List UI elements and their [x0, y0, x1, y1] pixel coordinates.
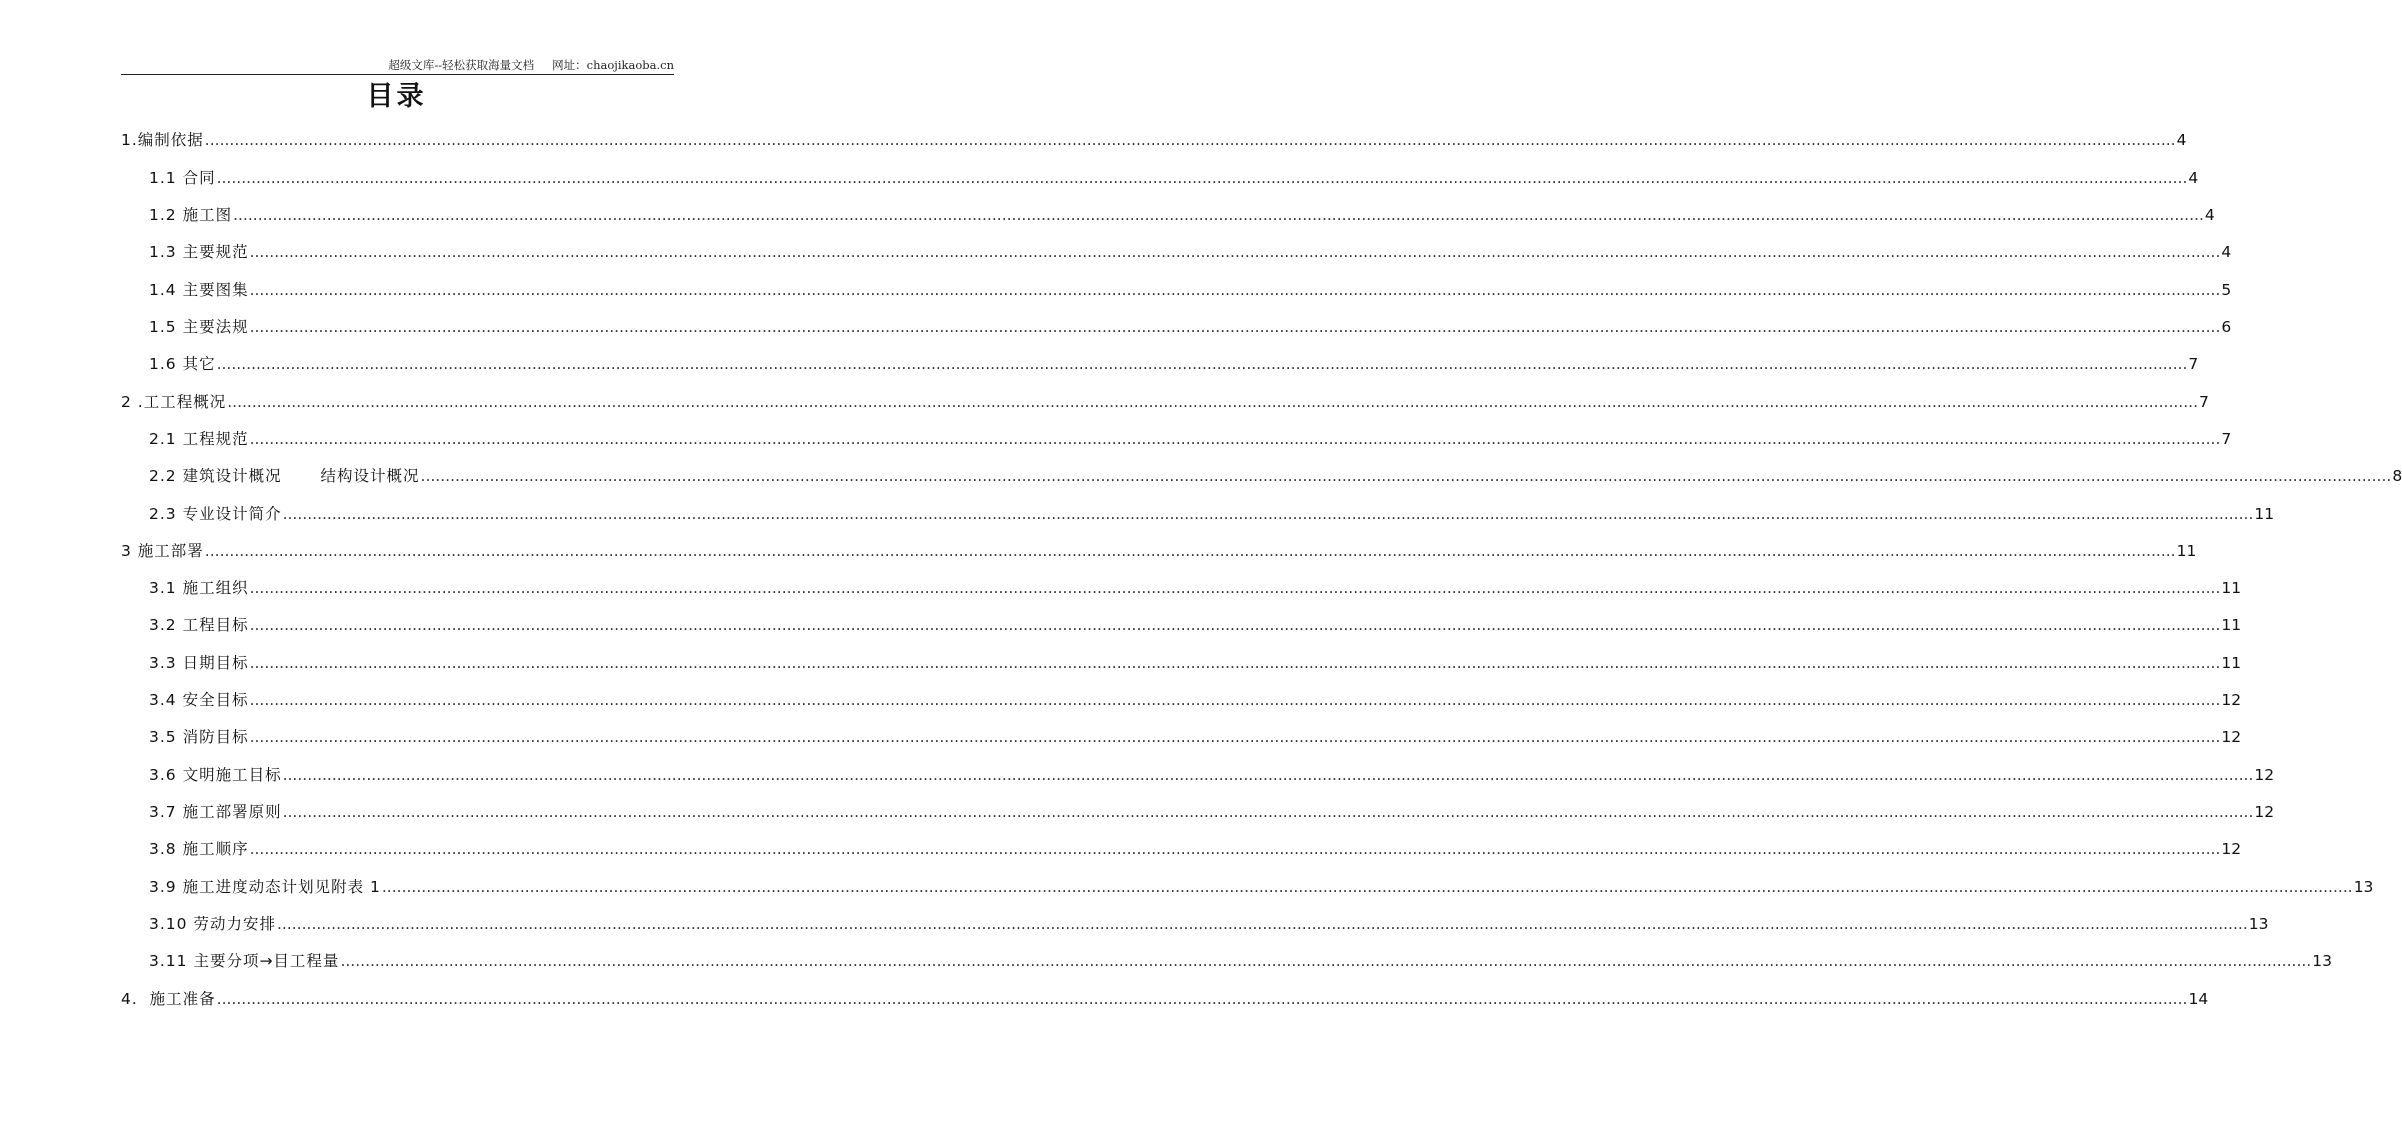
toc-entry-page: 12: [2221, 728, 2242, 746]
toc-entry[interactable]: [149, 464, 2402, 488]
toc-entry-label: 1.6 其它: [149, 355, 216, 373]
toc-entry-label: 3.7 施工部署原则: [149, 803, 282, 821]
toc-entry-page: 13: [2248, 915, 2269, 933]
toc-entry-page: 12: [2254, 766, 2275, 784]
toc-entry[interactable]: [121, 390, 2209, 414]
toc-entry-page: 11: [2221, 616, 2242, 634]
toc-entry-page: 13: [2312, 952, 2332, 970]
toc-entry[interactable]: [149, 688, 2242, 712]
toc-entry-page: 12: [2221, 691, 2242, 709]
toc-entry-page: 6: [2221, 318, 2232, 336]
toc-entry-label: 1.5 主要法规: [149, 318, 249, 336]
toc-entry-label: 3.4 安全目标: [149, 691, 249, 709]
toc-entry-label: 1.2 施工图: [149, 206, 233, 224]
toc-entry[interactable]: [121, 987, 2209, 1011]
header-text: [388, 57, 674, 73]
toc-entry-label: 4. 施工准备: [121, 990, 216, 1008]
toc-entry[interactable]: [149, 203, 2215, 227]
toc-dot-leader: ................................................................................................................................................................................................................................................................................................................................................................................................................: [381, 878, 2353, 896]
toc-entry-label: 1.编制依据: [121, 131, 204, 149]
toc-dot-leader: ................................................................................................................................................................................................................................................................................................................................................................................................................: [249, 281, 2221, 299]
toc-entry[interactable]: [149, 427, 2232, 451]
toc-dot-leader: ................................................................................................................................................................................................................................................................................................................................................................................................................: [249, 691, 2221, 709]
toc-dot-leader: ................................................................................................................................................................................................................................................................................................................................................................................................................: [227, 393, 2199, 411]
toc-entry-page: 11: [2221, 654, 2242, 672]
toc-entry-page: 7: [2221, 430, 2232, 448]
toc-entry[interactable]: [149, 949, 2332, 973]
toc-entry-label: 3.5 消防目标: [149, 728, 249, 746]
toc-dot-leader: ................................................................................................................................................................................................................................................................................................................................................................................................................: [249, 430, 2221, 448]
toc-entry-label: 3.6 文明施工目标: [149, 766, 282, 784]
toc-entry[interactable]: [149, 763, 2275, 787]
page-header: [121, 52, 674, 75]
toc-entry-label: 2 .工工程概况: [121, 393, 227, 411]
toc-entry[interactable]: [149, 800, 2275, 824]
toc-entry-label: 2.1 工程规范: [149, 430, 249, 448]
toc-entry-label: 3.3 日期目标: [149, 654, 249, 672]
toc-dot-leader: ................................................................................................................................................................................................................................................................................................................................................................................................................: [249, 654, 2221, 672]
toc-entry-page: 4: [2176, 131, 2187, 149]
toc-entry[interactable]: [149, 352, 2199, 376]
toc-entry-page: 13: [2353, 878, 2374, 896]
toc-entry-label: 3.10 劳动力安排: [149, 915, 276, 933]
toc-entry-page: 12: [2221, 840, 2242, 858]
toc-entry-label: 3.1 施工组织: [149, 579, 249, 597]
toc-dot-leader: ................................................................................................................................................................................................................................................................................................................................................................................................................: [340, 952, 2312, 970]
toc-entry[interactable]: [149, 315, 2232, 339]
toc-entry[interactable]: [149, 166, 2199, 190]
toc-entry-page: 11: [2221, 579, 2242, 597]
toc-entry[interactable]: [149, 576, 2242, 600]
toc-entry-page: 12: [2254, 803, 2275, 821]
toc-entry-page: 7: [2188, 355, 2199, 373]
toc-entry[interactable]: [121, 539, 2197, 563]
toc-entry[interactable]: [149, 912, 2269, 936]
toc-dot-leader: ................................................................................................................................................................................................................................................................................................................................................................................................................: [249, 318, 2221, 336]
toc-entry-label: 2.2 建筑设计概况 结构设计概况: [149, 467, 420, 485]
toc-entry[interactable]: [149, 651, 2242, 675]
toc-entry-label: 1.1 合同: [149, 169, 216, 187]
toc-entry-page: 14: [2188, 990, 2209, 1008]
toc-entry[interactable]: [149, 875, 2374, 899]
toc-entry-label: 3.8 施工顺序: [149, 840, 249, 858]
toc-dot-leader: ................................................................................................................................................................................................................................................................................................................................................................................................................: [420, 467, 2392, 485]
toc-dot-leader: ................................................................................................................................................................................................................................................................................................................................................................................................................: [249, 243, 2221, 261]
toc-entry[interactable]: [149, 502, 2275, 526]
toc-title: 目录: [366, 81, 427, 112]
toc-entry[interactable]: [149, 613, 2242, 637]
toc-entry-page: 7: [2199, 393, 2209, 411]
toc-entry-label: 3 施工部署: [121, 542, 204, 560]
toc-entry-page: 11: [2176, 542, 2197, 560]
toc-dot-leader: ................................................................................................................................................................................................................................................................................................................................................................................................................: [204, 131, 2176, 149]
toc-dot-leader: ................................................................................................................................................................................................................................................................................................................................................................................................................: [216, 355, 2188, 373]
toc-dot-leader: ................................................................................................................................................................................................................................................................................................................................................................................................................: [249, 616, 2221, 634]
toc-entry-label: 1.4 主要图集: [149, 281, 249, 299]
toc-dot-leader: ................................................................................................................................................................................................................................................................................................................................................................................................................: [249, 579, 2221, 597]
toc-dot-leader: ................................................................................................................................................................................................................................................................................................................................................................................................................: [216, 169, 2188, 187]
toc-entry-label: 3.11 主要分项→目工程量: [149, 952, 340, 970]
toc-entry-label: 2.3 专业设计简介: [149, 505, 282, 523]
toc-entry-label: 3.9 施工进度动态计划见附表 1: [149, 878, 381, 896]
toc-entry-page: 8: [2392, 467, 2402, 485]
toc-dot-leader: ................................................................................................................................................................................................................................................................................................................................................................................................................: [282, 505, 2254, 523]
toc-dot-leader: ................................................................................................................................................................................................................................................................................................................................................................................................................: [282, 803, 2254, 821]
header-site-name: 超级文库--轻松获取海量文档: [388, 58, 535, 72]
toc-entry[interactable]: [149, 725, 2242, 749]
toc-entry-label: 1.3 主要规范: [149, 243, 249, 261]
toc-dot-leader: ................................................................................................................................................................................................................................................................................................................................................................................................................: [282, 766, 2254, 784]
header-url: 网址：chaojikaoba.cn: [552, 58, 674, 72]
toc-entry-page: 4: [2204, 206, 2215, 224]
toc-dot-leader: ................................................................................................................................................................................................................................................................................................................................................................................................................: [233, 206, 2204, 224]
toc-entry[interactable]: [149, 240, 2232, 264]
toc-dot-leader: ................................................................................................................................................................................................................................................................................................................................................................................................................: [204, 542, 2176, 560]
toc-entry-page: 4: [2221, 243, 2232, 261]
toc-entry-page: 4: [2188, 169, 2199, 187]
toc-dot-leader: ................................................................................................................................................................................................................................................................................................................................................................................................................: [249, 728, 2221, 746]
toc-entry[interactable]: [121, 128, 2187, 152]
toc-dot-leader: ................................................................................................................................................................................................................................................................................................................................................................................................................: [216, 990, 2188, 1008]
toc-entry-label: 3.2 工程目标: [149, 616, 249, 634]
toc-entry-page: 11: [2254, 505, 2275, 523]
toc-entry[interactable]: [149, 837, 2242, 861]
toc-entry-page: 5: [2221, 281, 2232, 299]
toc-dot-leader: ................................................................................................................................................................................................................................................................................................................................................................................................................: [276, 915, 2248, 933]
toc-entry[interactable]: [149, 278, 2232, 302]
toc-dot-leader: ................................................................................................................................................................................................................................................................................................................................................................................................................: [249, 840, 2221, 858]
